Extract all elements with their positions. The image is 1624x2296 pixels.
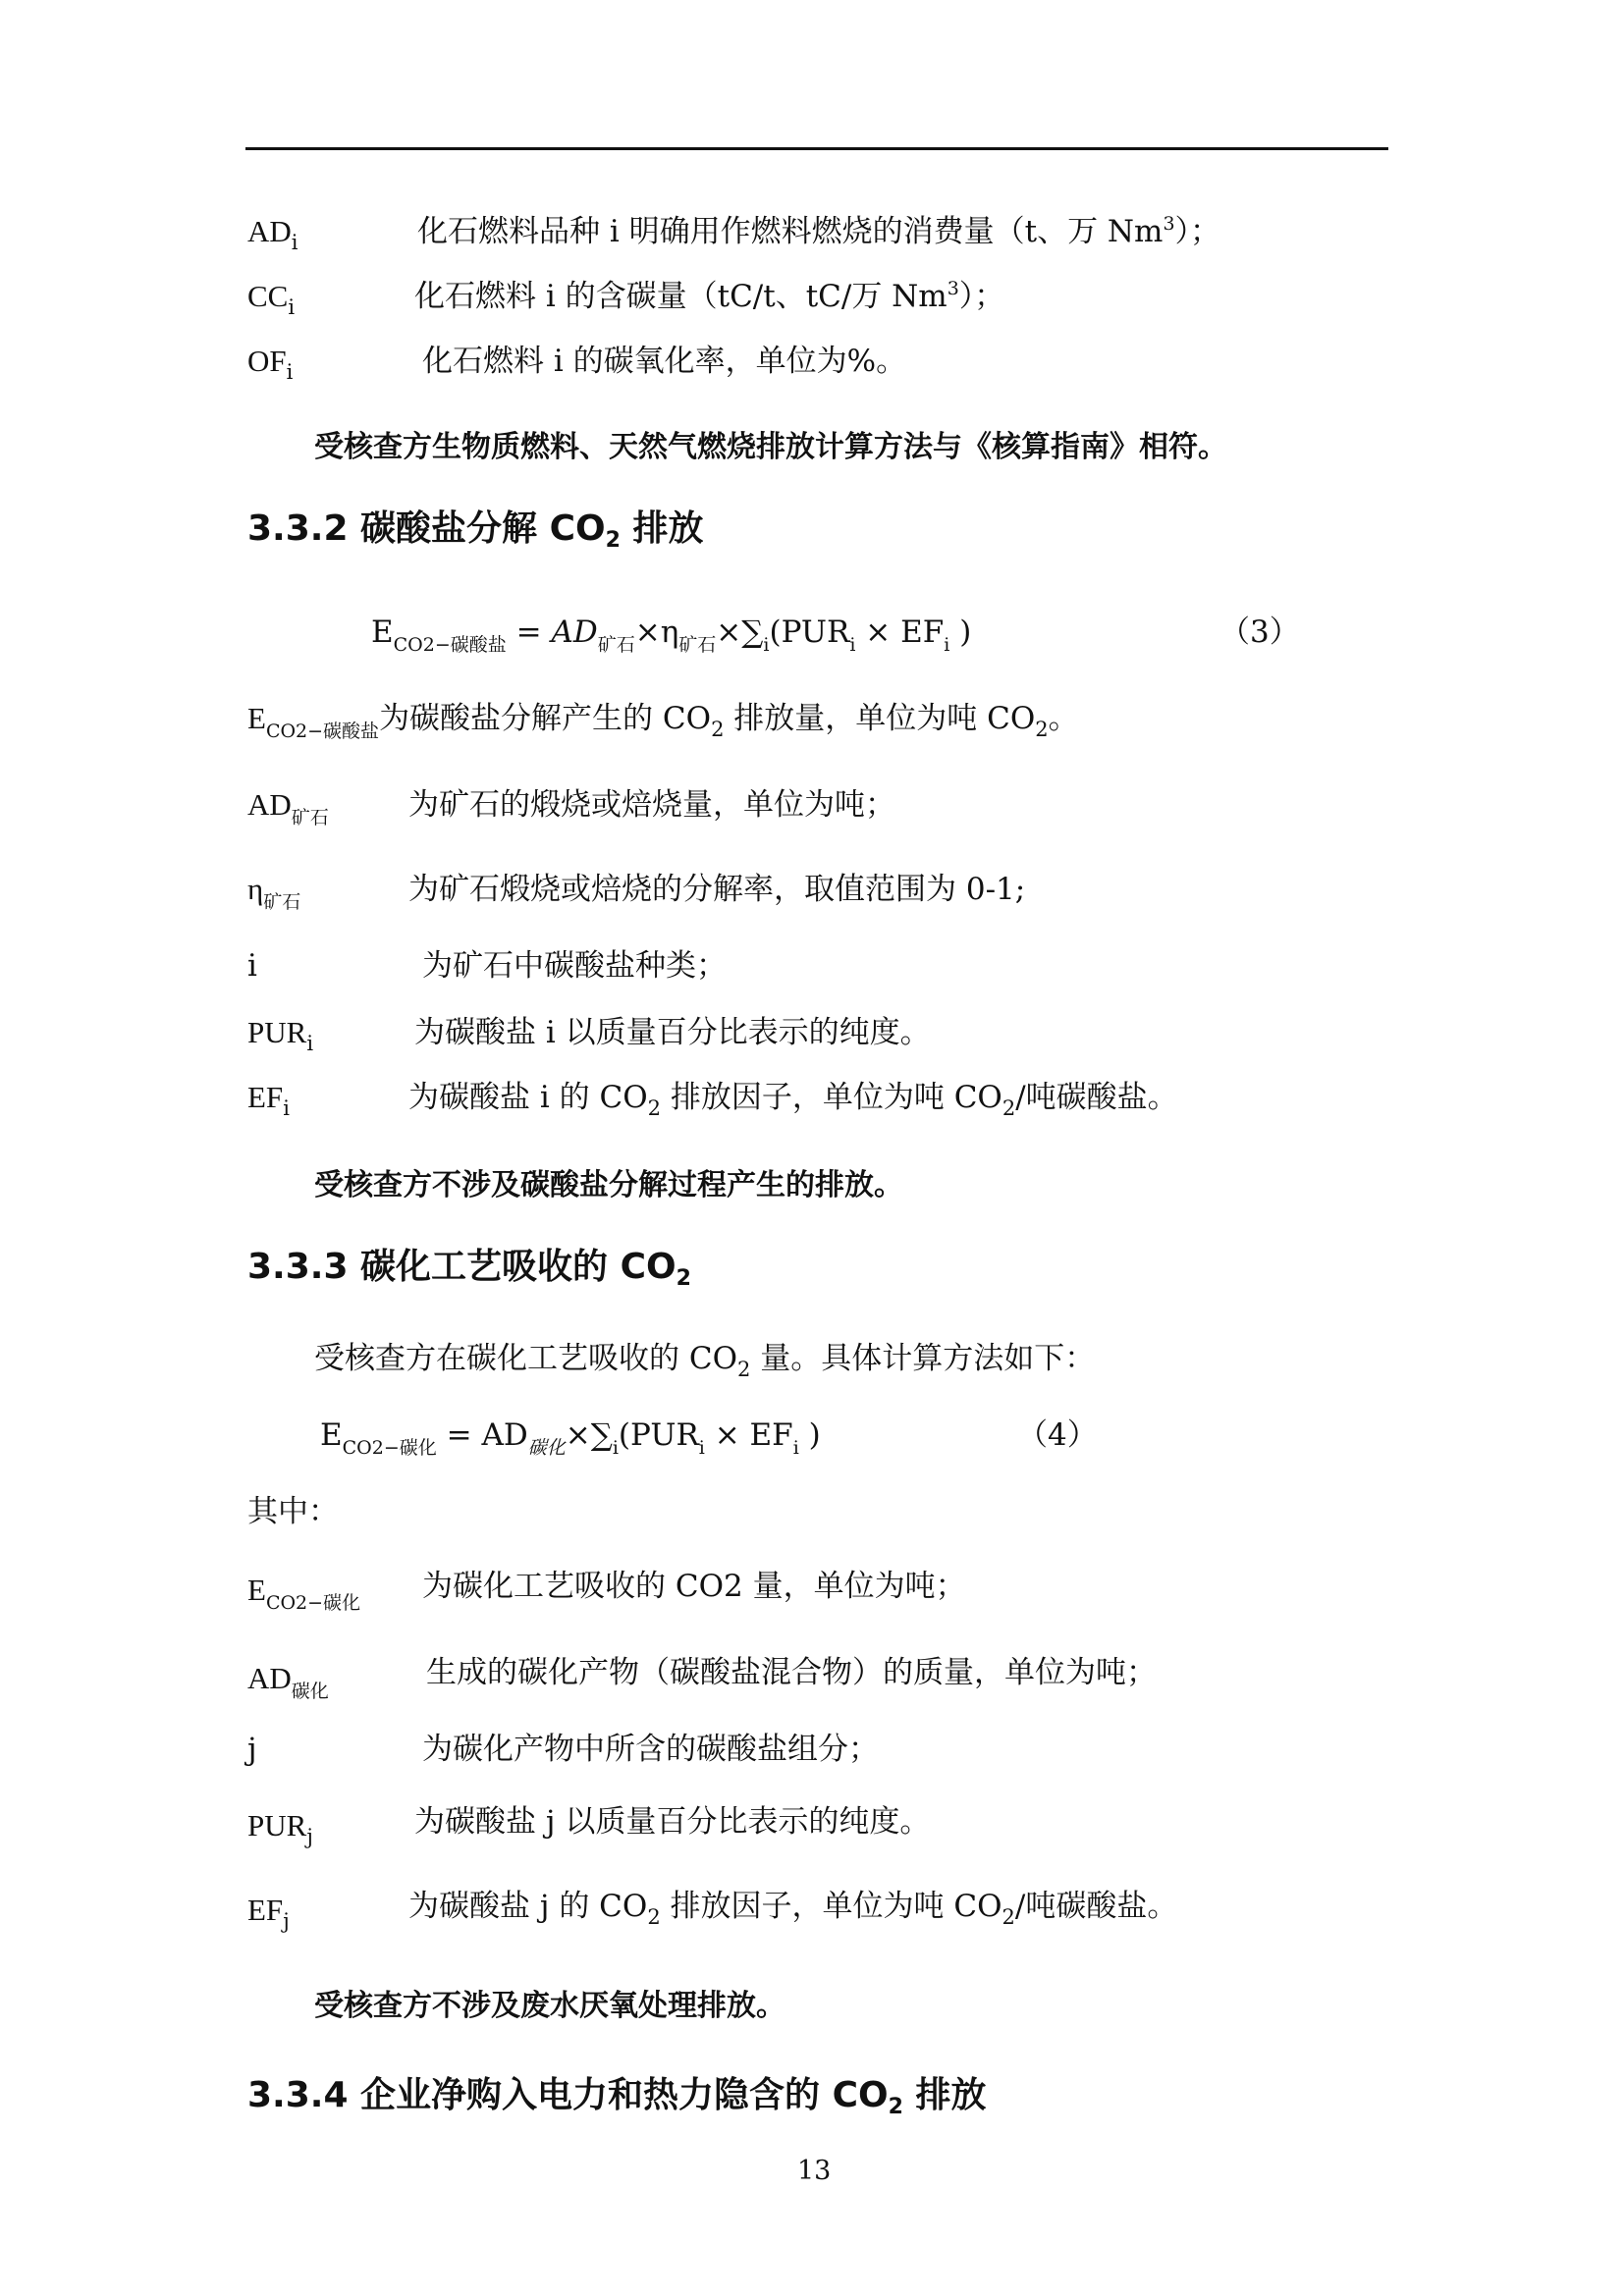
def-symbol: $\eta_{矿石}$ [247,872,301,913]
def-symbol: j [247,1732,257,1767]
formula-3: $E_{CO2-碳酸盐} = AD_{矿石}\times\eta_{矿石}\times\sum_i(PUR_i \times EF_i$ ) [371,614,972,656]
def-description: 为碳化工艺吸收的 CO2 量，单位为吨； [422,1569,966,1604]
def-symbol: i [247,948,257,984]
def-description: 为碳酸盐 i 的 $CO_2$ 排放因子，单位为吨 $CO_2/$吨碳酸盐。 [408,1080,1178,1120]
def-description: 为碳酸盐 i 以质量百分比表示的纯度。 [414,1015,931,1050]
def-description: 化石燃料 i 的含碳量（tC/t、tC/万 Nm$^3$）； [414,278,1005,314]
def-symbol: $AD_i$ [247,214,298,254]
def-description: 为碳酸盐 j 的 $CO_2$ 排放因子，单位为吨 $CO_2/$吨碳酸盐。 [408,1889,1178,1929]
def-symbol: $OF_i$ [247,344,294,384]
section-heading: 3.3.4 企业净购入电力和热力隐含的 CO2 排放 [247,2075,987,2119]
section-heading: 3.3.3 碳化工艺吸收的 CO2 [247,1247,691,1291]
def-description: 为矿石煅烧或焙烧的分解率，取值范围为 0-1; [408,872,1026,907]
equation-number: （3） [1219,614,1300,650]
equation-number: （4） [1017,1417,1098,1453]
conclusion-text: 受核查方生物质燃料、天然气燃烧排放计算方法与《核算指南》相符。 [314,430,1227,464]
def-description: 化石燃料 i 的碳氧化率，单位为%。 [422,344,907,379]
def-symbol: $E_{CO2-碳化}$ [247,1573,361,1614]
conclusion-text: 受核查方不涉及废水厌氧处理排放。 [314,1989,785,2023]
def-description: 化石燃料品种 i 明确用作燃料燃烧的消费量（t、万 Nm$^3$）； [417,213,1221,249]
header-rule [245,147,1388,150]
def-symbol: $EF_j$ [247,1893,290,1933]
def-description: 生成的碳化产物（碳酸盐混合物）的质量，单位为吨； [426,1655,1157,1690]
page-number: 13 [797,2156,832,2186]
def-symbol: $PUR_i$ [247,1015,314,1055]
def-description: 为碳酸盐 j 以质量百分比表示的纯度。 [414,1804,931,1840]
conclusion-text: 受核查方不涉及碳酸盐分解过程产生的排放。 [314,1168,903,1202]
def-description: 为碳化产物中所含的碳酸盐组分； [422,1732,879,1767]
def-symbol: $EF_i$ [247,1080,290,1120]
def-symbol: $CC_i$ [247,279,296,319]
def-description: 为矿石的煅烧或焙烧量，单位为吨； [408,787,895,823]
intro-text: 受核查方在碳化工艺吸收的 $CO_2$ 量。具体计算方法如下： [314,1341,1096,1381]
formula-4: $E_{CO2-碳化} = AD_{碳化}\times\sum_i(PUR_i \times EF_i$ ) [320,1417,821,1459]
section-heading: 3.3.2 碳酸盐分解 CO2 排放 [247,508,704,553]
where-label: 其中： [247,1494,339,1529]
def-symbol: $AD_{碳化}$ [247,1661,329,1702]
def-description: 为矿石中碳酸盐种类； [422,948,727,984]
def-lead: $E_{CO2-碳酸盐}$为碳酸盐分解产生的 $CO_2$ 排放量，单位为吨 $CO_2$。 [247,701,1079,742]
def-symbol: $PUR_j$ [247,1808,313,1848]
def-symbol: $AD_{矿石}$ [247,787,329,828]
